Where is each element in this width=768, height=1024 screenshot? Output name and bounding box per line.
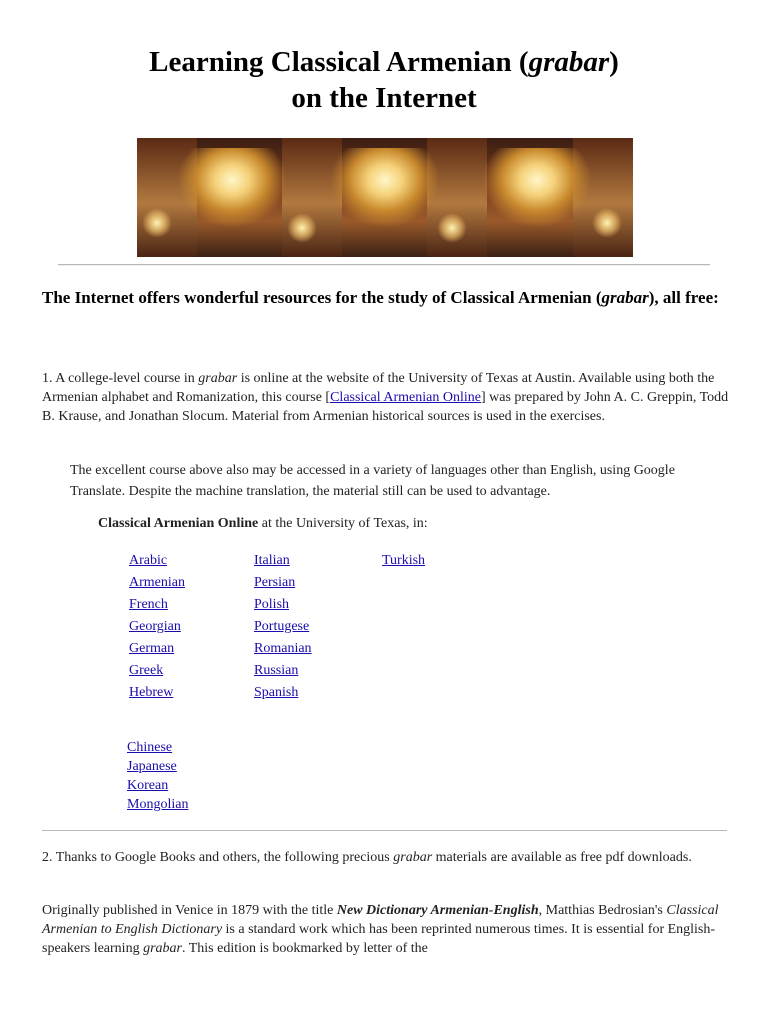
language-link-polish[interactable]: Polish — [254, 597, 290, 612]
intro-heading — [42, 287, 732, 309]
language-link-japanese[interactable]: Japanese — [127, 759, 177, 774]
language-link-turkish[interactable]: Turkish — [382, 553, 426, 568]
intro-text-start: The Internet offers wonderful resources for the study of Classical Armenian ( — [42, 288, 602, 307]
divider-top — [58, 264, 710, 266]
title-grabar: grabar — [528, 46, 610, 78]
page-title — [0, 44, 768, 116]
intro-text-end: ), all free: — [648, 288, 719, 307]
language-link-persian[interactable]: Persian — [254, 575, 296, 590]
language-link-hebrew[interactable]: Hebrew — [129, 685, 174, 700]
dictionary-title: Classical Armenian to English Dictionary — [42, 903, 719, 937]
p5-text-b: , Matthias Bedrosian's — [538, 903, 667, 918]
language-column-asian — [127, 738, 188, 814]
p4-text-a: 2. Thanks to Google Books and others, the following precious — [42, 850, 394, 865]
course-name: Classical Armenian Online — [98, 516, 259, 531]
p1-text-a: 1. A college-level course in — [42, 371, 199, 386]
p4-text-b: materials are available as free pdf downloads. — [432, 850, 692, 865]
language-column-3 — [382, 550, 425, 572]
language-column-1 — [129, 550, 185, 704]
language-link-arabic[interactable]: Arabic — [129, 553, 168, 568]
title-line1-start: Learning Classical Armenian ( — [149, 46, 529, 78]
language-link-russian[interactable]: Russian — [254, 663, 299, 678]
dictionary-original-title: New Dictionary Armenian-English — [336, 903, 539, 918]
language-link-portugese[interactable]: Portugese — [254, 619, 310, 634]
language-link-chinese[interactable]: Chinese — [127, 740, 173, 755]
classical-armenian-online-link[interactable]: Classical Armenian Online — [330, 390, 481, 405]
language-link-spanish[interactable]: Spanish — [254, 685, 299, 700]
paragraph-dictionary — [42, 901, 732, 958]
language-link-german[interactable]: German — [129, 641, 175, 656]
p5-text-d: . This edition is bookmarked by letter of the — [181, 941, 428, 956]
p5-text-a: Originally published in Venice in 1879 with the title — [42, 903, 337, 918]
languages-heading-rest: at the University of Texas, in: — [258, 516, 428, 531]
language-link-italian[interactable]: Italian — [254, 553, 290, 568]
p5-grabar: grabar — [143, 941, 182, 956]
language-column-2 — [254, 550, 312, 704]
paragraph-google-books — [42, 848, 732, 867]
language-link-romanian[interactable]: Romanian — [254, 641, 312, 656]
language-link-armenian[interactable]: Armenian — [129, 575, 185, 590]
languages-heading — [98, 514, 698, 533]
paragraph-translate: The excellent course above also may be accessed in a variety of languages other than English, using Google Translate. Despite the machine translation, the material still can be used to advantage. — [70, 463, 675, 499]
language-link-korean[interactable]: Korean — [127, 778, 169, 793]
divider-middle — [42, 830, 727, 831]
language-link-georgian[interactable]: Georgian — [129, 619, 181, 634]
p5-text-c: is a standard work which has been reprinted numerous times. It is essential for English-speakers learning — [42, 922, 716, 956]
language-link-greek[interactable]: Greek — [129, 663, 164, 678]
title-line2: on the Internet — [291, 82, 477, 114]
language-link-french[interactable]: French — [129, 597, 168, 612]
p1-text-c: ] was prepared by John A. C. Greppin, Todd B. Krause, and Jonathan Slocum. Material from Armenian historical sources is used in the exercises. — [42, 390, 729, 424]
title-line1-end: ) — [609, 46, 619, 78]
chandelier-banner-image — [137, 138, 633, 257]
intro-grabar: grabar — [601, 288, 649, 307]
p1-text-b: is online at the website of the University of Texas at Austin. Available using both the Armenian alphabet and Romanization, this course [ — [42, 371, 715, 405]
language-link-mongolian[interactable]: Mongolian — [127, 797, 189, 812]
p1-grabar: grabar — [198, 371, 238, 386]
paragraph-course — [42, 369, 732, 426]
p4-grabar: grabar — [393, 850, 433, 865]
